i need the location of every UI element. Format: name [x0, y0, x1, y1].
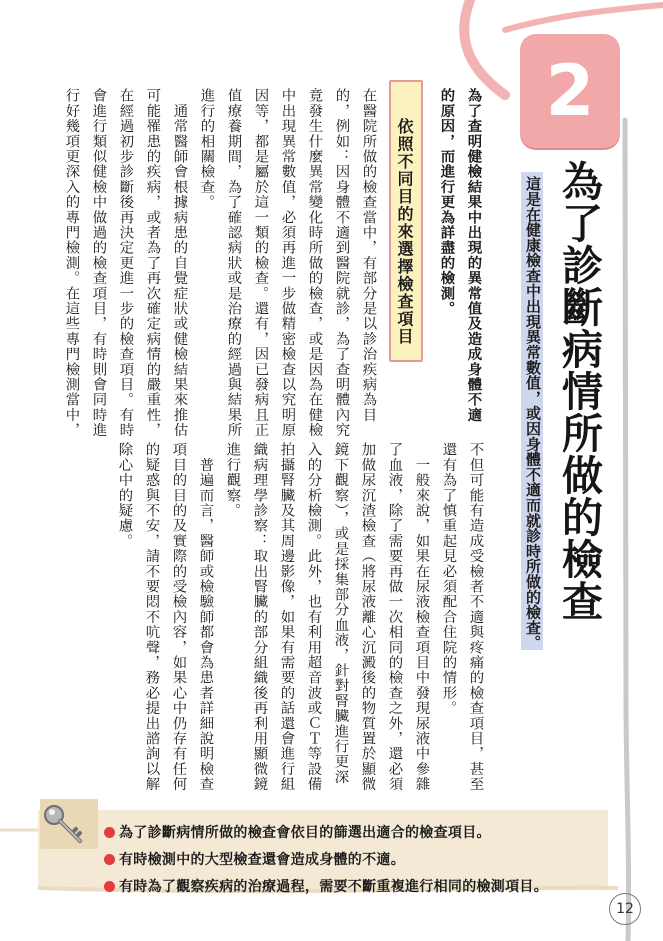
intro-line-1: 為了查明健檢結果中出現的異常值及造成身體不適	[465, 88, 482, 423]
summary-list	[104, 820, 604, 901]
bullet-icon	[104, 827, 115, 838]
body-column: 不但可能有造成受檢者不適與疼痛的檢查項目，甚至	[467, 442, 484, 792]
body-column: 會進行類似健檢中做過的檢查項目，有時則會同時進	[90, 88, 107, 438]
chapter-subtitle: 這是在健康檢查中出現異常數值，或因身體不適而就診時所做的檢查。	[524, 176, 542, 651]
body-column: 在醫院所做的檢查當中，有部分是以診治疾病為目	[360, 88, 377, 423]
body-column: 因等，都是屬於這一類的檢查。還有，因已發病且正	[252, 88, 269, 438]
body-column: 還有為了慎重起見必須配合住院的情形。	[440, 442, 457, 716]
chapter-number-badge	[520, 34, 620, 148]
summary-text: 為了診斷病情所做的檢查會依目的篩選出適合的檢查項目。	[119, 825, 491, 841]
body-column: 除心中的疑慮。	[116, 442, 133, 549]
summary-text: 有時檢測中的大型檢查還會造成身體的不適。	[119, 852, 405, 868]
body-column: 拍攝腎臟及其周邊影像，如果有需要的話還會進行組	[278, 442, 295, 792]
bullet-icon	[104, 854, 115, 865]
body-column: 進行觀察。	[224, 442, 241, 518]
summary-item	[104, 847, 604, 874]
body-column: 入的分析檢測。此外，也有利用超音波或ＣＴ等設備	[305, 442, 322, 792]
body-column: 的疑惑與不安，請不要悶不吭聲，務必提出諮詢以解	[143, 442, 160, 792]
body-column: 中出現異常數值，必須再進一步做精密檢查以究明原	[279, 88, 296, 438]
body-column: 一般來說，如果在尿液檢查項目中發現尿液中參雜	[413, 442, 430, 792]
summary-text: 有時為了觀察疾病的治療過程，需要不斷重複進行相同的檢測項目。	[119, 879, 548, 895]
key-icon-box	[38, 797, 100, 852]
body-column: 竟發生什麼異常變化時所做的檢查，或是因為在健檢	[306, 88, 323, 438]
chapter-number: 2	[545, 50, 595, 132]
summary-item	[104, 874, 604, 901]
body-column: 行好幾項更深入的專門檢測。在這些專門檢測當中，	[63, 88, 80, 438]
body-column: 在經過初步診斷後再決定更進一步的檢查項目。有時	[117, 88, 134, 438]
section-heading: 依照不同目的來選擇檢查項目	[395, 118, 414, 346]
body-column: 的，例如：因身體不適到醫院就診，為了查明體內究	[333, 88, 350, 438]
key-icon	[38, 797, 100, 852]
body-column: 鏡下觀察），或是採集部分血液，針對腎臟進行更深	[332, 442, 349, 785]
body-column: 加做尿沉渣檢查（將尿液離心沉澱後的物質置於顯微	[359, 442, 376, 792]
summary-item	[104, 820, 604, 847]
body-column: 普遍而言，醫師或檢驗師都會為患者詳細說明檢查	[197, 442, 214, 792]
body-column: 織病理學診察：取出腎臟的部分組織後再利用顯微鏡	[251, 442, 268, 792]
body-column: 了血液，除了需要再做一次相同的檢查之外，還必須	[386, 442, 403, 792]
bullet-icon	[104, 881, 115, 892]
body-column: 項目的目的及實際的受檢內容，如果心中仍存有任何	[170, 442, 187, 792]
body-column: 進行的相關檢查。	[198, 88, 215, 210]
body-column: 通常醫師會根據病患的自覺症狀或健檢結果來推估	[171, 88, 188, 438]
intro-line-2: 的原因，而進行更為詳盡的檢測。	[438, 88, 455, 316]
body-column: 值療養期間，為了確認病狀或是治療的經過與結果所	[225, 88, 242, 438]
chapter-title: 為了診斷病情所做的檢查	[555, 160, 603, 622]
page-number: 12	[609, 893, 641, 925]
body-column: 可能罹患的疾病，或者為了再次確定病情的嚴重性，	[144, 88, 161, 438]
